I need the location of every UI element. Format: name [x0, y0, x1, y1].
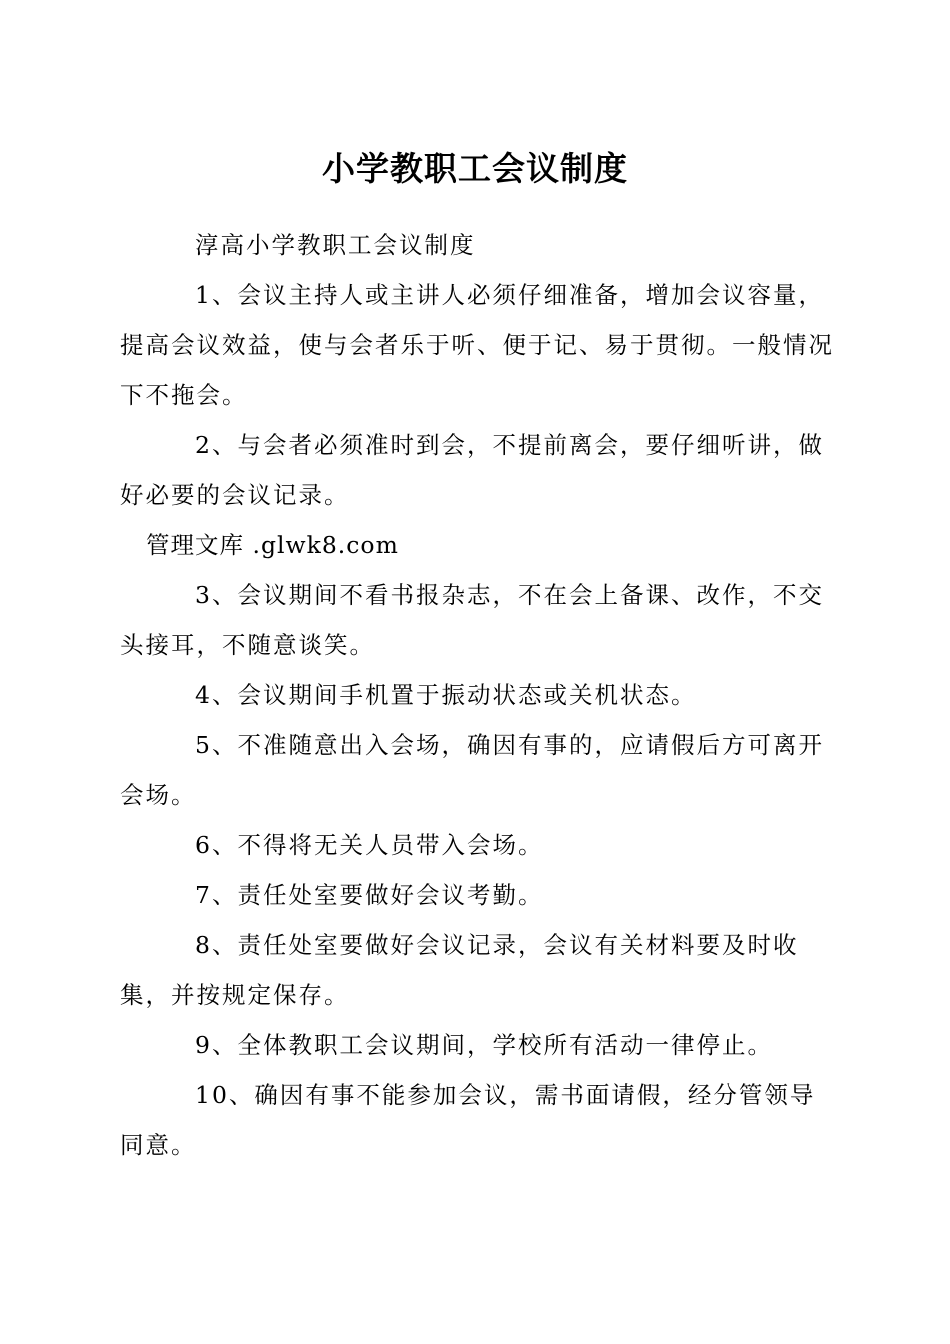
paragraph-rule-5: 5、不准随意出入会场，确因有事的，应请假后方可离开会场。 [120, 731, 824, 809]
paragraph-rule-1: 1、会议主持人或主讲人必须仔细准备，增加会议容量，提高会议效益，使与会者乐于听、便于记、易于贯彻。一般情况下不拖会。 [120, 281, 834, 409]
paragraph-rule-9: 9、全体教职工会议期间，学校所有活动一律停止。 [195, 1031, 773, 1059]
paragraph-rule-3: 3、会议期间不看书报杂志，不在会上备课、改作，不交头接耳，不随意谈笑。 [120, 581, 824, 659]
paragraph-rule-6: 6、不得将无关人员带入会场。 [195, 831, 544, 859]
document-body [120, 220, 835, 1170]
paragraph-rule-10: 10、确因有事不能参加会议，需书面请假，经分管领导同意。 [120, 1081, 816, 1159]
paragraph-rule-2: 2、与会者必须准时到会，不提前离会，要仔细听讲，做好必要的会议记录。 [120, 431, 824, 509]
document-title: 小学教职工会议制度 [322, 149, 628, 188]
paragraph-subtitle: 淳高小学教职工会议制度 [195, 231, 476, 259]
source-note: 管理文库 .glwk8.com [146, 531, 399, 559]
paragraph-rule-8: 8、责任处室要做好会议记录，会议有关材料要及时收集，并按规定保存。 [120, 931, 799, 1009]
paragraph-rule-7: 7、责任处室要做好会议考勤。 [195, 881, 544, 909]
paragraph-rule-4: 4、会议期间手机置于振动状态或关机状态。 [195, 681, 697, 709]
